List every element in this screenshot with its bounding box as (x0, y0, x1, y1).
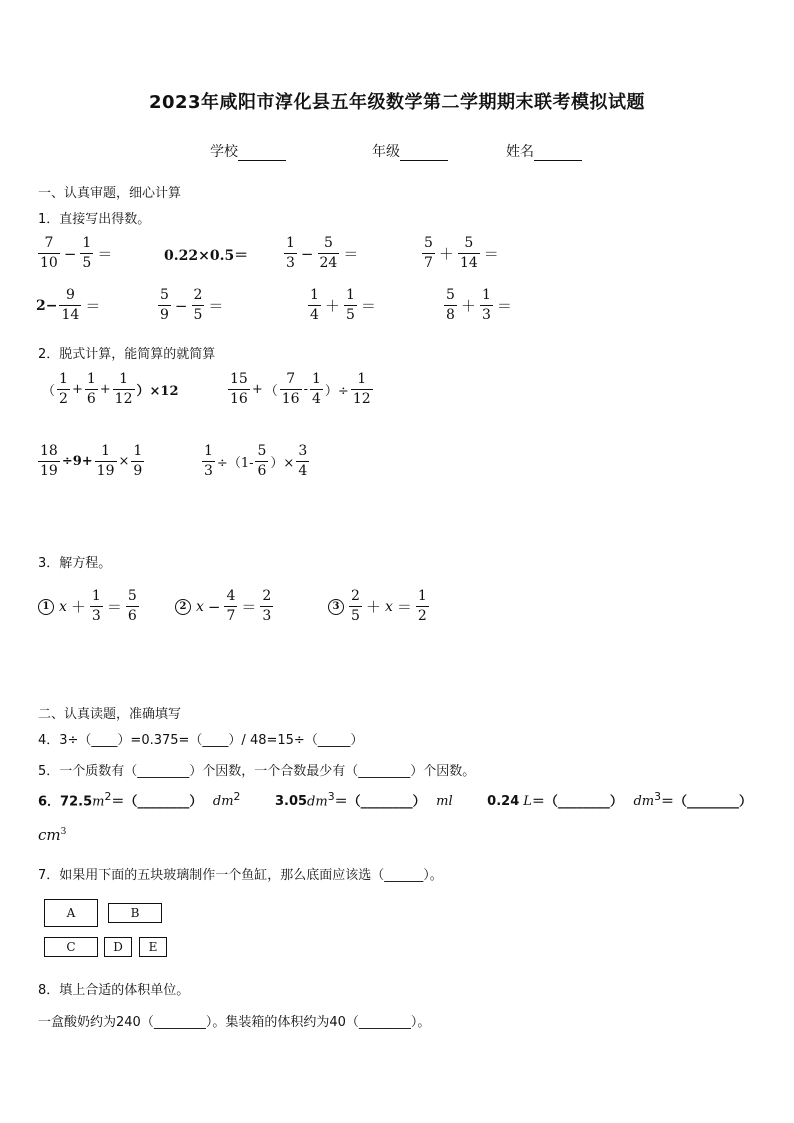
page-title: 2023年咸阳市淳化县五年级数学第二学期期末联考模拟试题 (148, 92, 646, 113)
fraction: $\frac{7}{10}$ (40, 235, 58, 271)
q1-item-7: $\frac{5}{8}$ ＋ $\frac{1}{3}$ ＝ (446, 287, 512, 323)
grade-blank[interactable] (400, 146, 448, 161)
q8-text: 一盒酸奶约为240（________）。集装箱的体积约为40（________）。 (38, 1015, 431, 1030)
q2-expr-3: $\frac{18}{19}$ ÷9+ $\frac{1}{19}$ × $\frac{1}{9}$ (40, 443, 143, 479)
q3-equation-2: 2 x − $\frac{4}{7}$ ＝ $\frac{2}{3}$ (175, 587, 273, 626)
circled-number: 3 (328, 599, 344, 615)
school-field (210, 141, 286, 161)
name-blank[interactable] (534, 146, 582, 161)
q4-text: 4．3÷（____）=0.375=（____）/ 48=15÷（_____） (38, 733, 364, 748)
grade-label: 年级 (372, 144, 400, 160)
q1-item-5: $\frac{5}{9}$ − $\frac{2}{5}$ ＝ (160, 287, 224, 323)
q1-item-6: $\frac{1}{4}$ ＋ $\frac{1}{5}$ ＝ (310, 287, 376, 323)
q6-text: 6．$72.5m^2=(\_\_\_\_\_\_\_\_)$ $dm^2$ $3.05dm^3=(\_\_\_\_\_\_\_\_)$ ml 0.24 L＝（________） $dm^3=(\_\_\_\_\_\_\_\_)$ (38, 790, 752, 810)
glass-box-b: B (108, 903, 162, 923)
glass-box-e: E (139, 937, 167, 957)
q2-expr-4: $\frac{1}{3}$ ÷（1- $\frac{5}{6}$ ）× $\frac{3}{4}$ (204, 443, 308, 479)
q1-item-4: 2− $\frac{9}{14}$ ＝ (36, 287, 101, 323)
q3-equation-3: 3 $\frac{2}{5}$ ＋ x ＝ $\frac{1}{2}$ (328, 587, 429, 626)
section-2-heading: 二、认真读题，准确填写 (38, 707, 182, 722)
q6-cm3: $cm^3$ (38, 826, 67, 844)
q2-expr-1: （ $\frac{1}{2}$ + $\frac{1}{6}$ + $\frac{1}{12}$ ）×12 (42, 371, 179, 407)
q3-equation-1: 1 x ＋ $\frac{1}{3}$ ＝ $\frac{5}{6}$ (38, 587, 139, 626)
q1-item-1: $\frac{7}{10}$ − $\frac{1}{5}$ ＝ (40, 235, 113, 271)
q1-item-2: $\frac{1}{3}$ − $\frac{5}{24}$ ＝ (286, 235, 359, 271)
glass-box-d: D (104, 937, 132, 957)
q5-text: 5．一个质数有（________）个因数，一个合数最少有（________）个因数。 (38, 764, 476, 779)
section-1-heading: 一、认真审题，细心计算 (38, 186, 182, 201)
q1-decimal: 0.22×0.5＝ (164, 248, 249, 264)
school-blank[interactable] (238, 146, 286, 161)
q3-label: 3．解方程。 (38, 556, 112, 571)
q2-label: 2．脱式计算，能简算的就简算 (38, 347, 216, 362)
q1-label: 1．直接写出得数。 (38, 212, 151, 227)
circled-number: 1 (38, 599, 54, 615)
glass-box-a: A (44, 899, 98, 927)
q7-label: 7．如果用下面的五块玻璃制作一个鱼缸，那么底面应该选（______）。 (38, 868, 443, 883)
glass-box-c: C (44, 937, 98, 957)
grade-field (372, 141, 448, 161)
fraction: $\frac{1}{5}$ (82, 235, 92, 271)
q1-item-3: $\frac{5}{7}$ ＋ $\frac{5}{14}$ ＝ (424, 235, 499, 271)
q2-expr-2: $\frac{15}{16}$ + （ $\frac{7}{16}$ - $\frac{1}{4}$ ）÷ $\frac{1}{12}$ (230, 371, 371, 407)
circled-number: 2 (175, 599, 191, 615)
name-label: 姓名 (506, 144, 534, 160)
name-field (506, 141, 582, 161)
q8-label: 8．填上合适的体积单位。 (38, 983, 190, 998)
school-label: 学校 (210, 144, 238, 160)
